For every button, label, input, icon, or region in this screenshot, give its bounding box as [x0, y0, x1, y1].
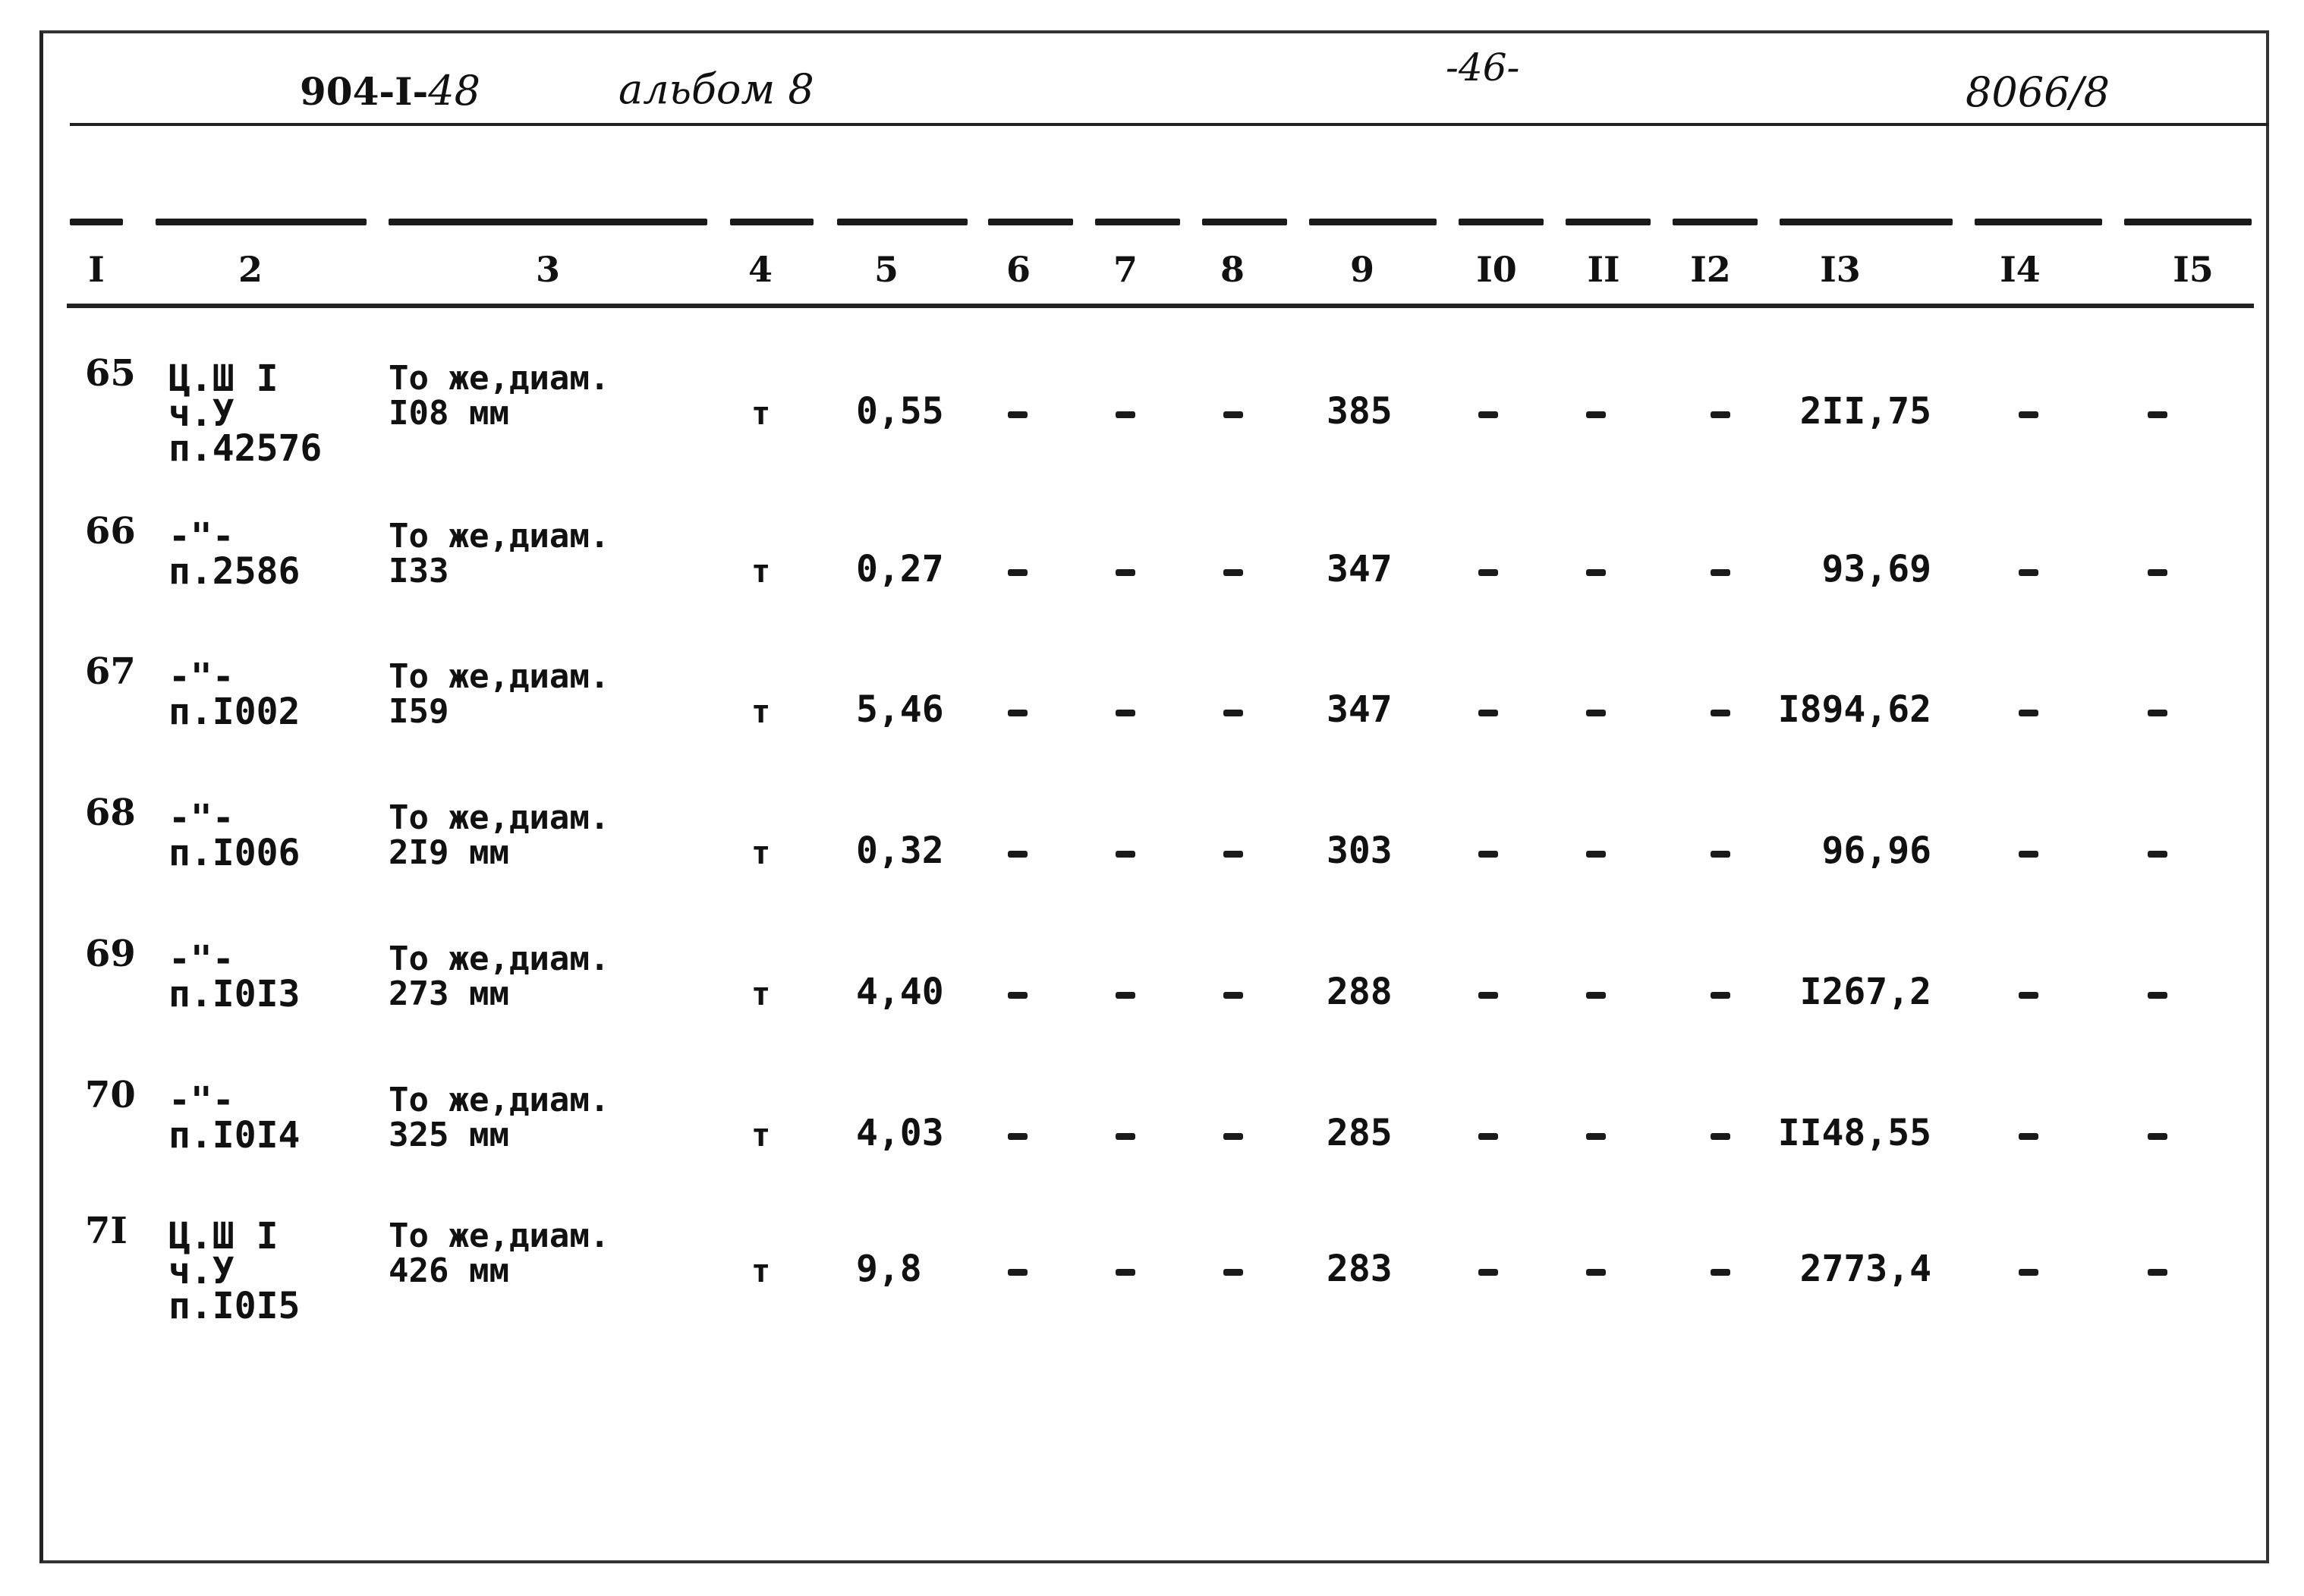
empty-value-dash: [1008, 851, 1028, 858]
quantity: 9,8: [856, 1248, 922, 1290]
source-code-line: Ц.Ш I: [168, 357, 279, 400]
empty-value-dash: [1478, 851, 1498, 858]
empty-value-dash: [2148, 1269, 2167, 1276]
empty-value-dash: [1586, 1133, 1606, 1140]
unit-of-measure: т: [751, 834, 771, 871]
quantity: 0,27: [856, 548, 944, 590]
total-cost: 2773,4: [1799, 1248, 1931, 1290]
empty-value-dash: [2148, 992, 2167, 999]
column-number: I2: [1690, 249, 1731, 290]
series-code-text: 904-I-: [300, 69, 429, 114]
empty-value-dash: [1478, 411, 1498, 418]
unit-of-measure: т: [751, 693, 771, 730]
empty-value-dash: [1223, 411, 1243, 418]
series-code: [300, 67, 480, 115]
document-code: 8066/8: [1966, 68, 2110, 116]
column-number: 4: [748, 249, 773, 290]
total-cost: I894,62: [1777, 688, 1931, 731]
item-description: [389, 659, 609, 729]
empty-value-dash: [1223, 992, 1243, 999]
unit-price: 303: [1327, 829, 1393, 872]
column-number: 2: [238, 249, 263, 290]
empty-value-dash: [1223, 851, 1243, 858]
source-code-line: п.42576: [168, 427, 323, 470]
item-description-line: I59: [389, 692, 449, 731]
empty-value-dash: [1586, 569, 1606, 576]
source-code-line: п.I0I4: [168, 1114, 301, 1157]
empty-value-dash: [1116, 710, 1135, 716]
source-code-line: п.2586: [168, 550, 301, 593]
source-code-line: -"-: [168, 1079, 234, 1122]
empty-value-dash: [2019, 1269, 2038, 1276]
empty-value-dash: [1478, 710, 1498, 716]
unit-price: 385: [1327, 390, 1393, 433]
empty-value-dash: [1008, 992, 1028, 999]
empty-value-dash: [2148, 411, 2167, 418]
quantity: 5,46: [856, 688, 944, 731]
row-number: 65: [85, 352, 136, 395]
empty-value-dash: [1116, 851, 1135, 858]
item-description: [389, 519, 609, 589]
empty-value-dash: [1478, 569, 1498, 576]
empty-value-dash: [1008, 710, 1028, 716]
quantity: 0,32: [856, 829, 944, 872]
source-code-line: ч.У: [168, 392, 234, 435]
empty-value-dash: [1711, 1133, 1730, 1140]
empty-value-dash: [2148, 1133, 2167, 1140]
row-number: 70: [85, 1074, 136, 1116]
item-description-line: I33: [389, 552, 449, 590]
total-cost: I267,2: [1799, 971, 1931, 1013]
empty-value-dash: [1116, 992, 1135, 999]
header-underline: [70, 123, 2269, 126]
empty-value-dash: [1223, 1269, 1243, 1276]
source-code: [168, 656, 301, 733]
source-code-line: п.I0I3: [168, 973, 301, 1015]
empty-value-dash: [2148, 569, 2167, 576]
item-description-line: 325 мм: [389, 1116, 509, 1154]
item-description-line: 426 мм: [389, 1251, 509, 1290]
item-description-line: То же,диам.: [389, 517, 610, 556]
unit-of-measure: т: [751, 395, 771, 432]
empty-value-dash: [1223, 569, 1243, 576]
empty-value-dash: [1586, 411, 1606, 418]
source-code-line: п.I0I5: [168, 1285, 301, 1327]
source-code-line: -"-: [168, 797, 234, 839]
unit-price: 347: [1327, 688, 1393, 731]
empty-value-dash: [2019, 411, 2038, 418]
column-number: 7: [1113, 249, 1138, 290]
unit-price: 283: [1327, 1248, 1393, 1290]
empty-value-dash: [1008, 1133, 1028, 1140]
empty-value-dash: [1586, 1269, 1606, 1276]
source-code-line: -"-: [168, 656, 234, 698]
source-code-line: п.I006: [168, 832, 301, 874]
empty-value-dash: [1586, 710, 1606, 716]
row-number: 66: [85, 510, 136, 552]
source-code-line: -"-: [168, 515, 234, 558]
album-label: альбом 8: [618, 65, 814, 113]
source-code: [168, 938, 301, 1015]
empty-value-dash: [1116, 1133, 1135, 1140]
empty-value-dash: [2019, 851, 2038, 858]
item-description: [389, 1083, 609, 1153]
empty-value-dash: [1116, 411, 1135, 418]
source-code: [168, 797, 301, 874]
row-number: 69: [85, 933, 136, 975]
empty-value-dash: [1008, 1269, 1028, 1276]
source-code-line: Ц.Ш I: [168, 1215, 279, 1258]
empty-value-dash: [2019, 569, 2038, 576]
column-number: 3: [535, 249, 560, 290]
column-number: 5: [873, 249, 899, 290]
total-cost: 96,96: [1821, 829, 1931, 872]
item-description-line: То же,диам.: [389, 940, 610, 978]
column-number: I3: [1820, 249, 1861, 290]
row-number: 7I: [85, 1210, 127, 1252]
empty-value-dash: [1223, 710, 1243, 716]
source-code: [168, 357, 323, 470]
item-description-line: То же,диам.: [389, 798, 610, 837]
unit-price: 347: [1327, 548, 1393, 590]
column-number: 9: [1349, 249, 1374, 290]
empty-value-dash: [1711, 411, 1730, 418]
unit-of-measure: т: [751, 1252, 771, 1289]
column-header-underline: [67, 304, 2254, 308]
empty-value-dash: [1586, 851, 1606, 858]
empty-value-dash: [1478, 1133, 1498, 1140]
column-number: I4: [2000, 249, 2041, 290]
row-number: 67: [85, 650, 136, 693]
item-description: [389, 1219, 609, 1289]
empty-value-dash: [2019, 992, 2038, 999]
item-description-line: То же,диам.: [389, 657, 610, 696]
empty-value-dash: [1586, 992, 1606, 999]
column-number: 8: [1220, 249, 1245, 290]
column-number: II: [1587, 249, 1620, 290]
column-number: 6: [1006, 249, 1031, 290]
unit-price: 285: [1327, 1112, 1393, 1154]
quantity: 4,40: [856, 971, 944, 1013]
item-description-line: То же,диам.: [389, 1217, 610, 1255]
unit-of-measure: т: [751, 552, 771, 590]
item-description-line: То же,диам.: [389, 359, 610, 398]
total-cost: 93,69: [1821, 548, 1931, 590]
source-code: [168, 515, 301, 593]
total-cost: II48,55: [1777, 1112, 1931, 1154]
source-code-line: ч.У: [168, 1250, 234, 1292]
source-code-line: -"-: [168, 938, 234, 981]
empty-value-dash: [1223, 1133, 1243, 1140]
page-number: -46-: [1446, 46, 1520, 90]
empty-value-dash: [1116, 569, 1135, 576]
source-code: [168, 1215, 301, 1327]
unit-price: 288: [1327, 971, 1393, 1013]
series-code-handwritten: 48: [428, 67, 480, 115]
empty-value-dash: [1711, 851, 1730, 858]
item-description-line: 2I9 мм: [389, 833, 509, 872]
empty-value-dash: [1478, 1269, 1498, 1276]
empty-value-dash: [2148, 851, 2167, 858]
item-description: [389, 942, 609, 1012]
empty-value-dash: [1008, 411, 1028, 418]
quantity: 0,55: [856, 390, 944, 433]
source-code-line: п.I002: [168, 691, 301, 733]
empty-value-dash: [1711, 1269, 1730, 1276]
unit-of-measure: т: [751, 975, 771, 1012]
item-description: [389, 361, 609, 431]
empty-value-dash: [1008, 569, 1028, 576]
item-description-line: I08 мм: [389, 394, 509, 433]
empty-value-dash: [2019, 710, 2038, 716]
total-cost: 2II,75: [1799, 390, 1931, 433]
item-description-line: То же,диам.: [389, 1081, 610, 1119]
empty-value-dash: [1116, 1269, 1135, 1276]
unit-of-measure: т: [751, 1116, 771, 1154]
row-number: 68: [85, 792, 136, 834]
column-number: I0: [1476, 249, 1517, 290]
item-description: [389, 798, 610, 872]
item-description-line: 273 мм: [389, 974, 509, 1013]
empty-value-dash: [1478, 992, 1498, 999]
column-number: I: [88, 249, 105, 290]
empty-value-dash: [1711, 569, 1730, 576]
column-number: I5: [2173, 249, 2214, 290]
empty-value-dash: [2019, 1133, 2038, 1140]
quantity: 4,03: [856, 1112, 944, 1154]
source-code: [168, 1079, 301, 1157]
empty-value-dash: [1711, 992, 1730, 999]
empty-value-dash: [2148, 710, 2167, 716]
empty-value-dash: [1711, 710, 1730, 716]
